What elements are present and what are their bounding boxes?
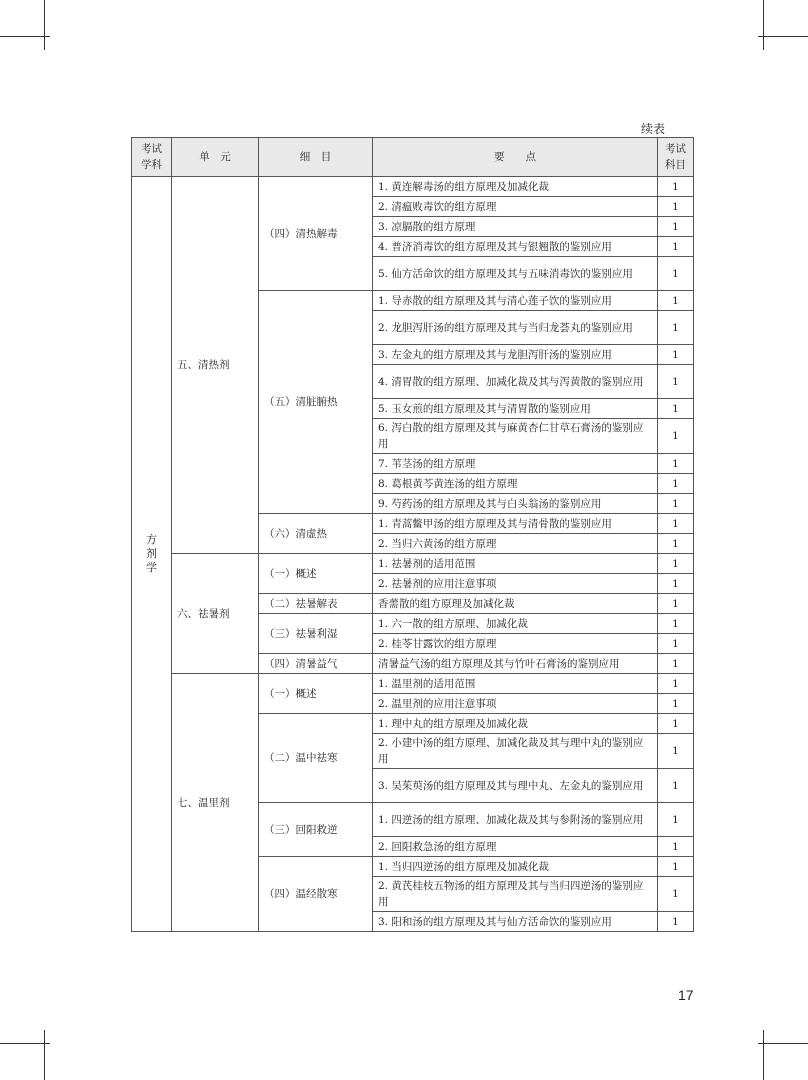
- table-row: [132, 177, 694, 197]
- score-cell: 1: [658, 857, 694, 877]
- score-cell: 1: [658, 594, 694, 614]
- score-cell: 1: [658, 454, 694, 474]
- subject-cell: [132, 177, 172, 932]
- score-cell: 1: [658, 345, 694, 365]
- score-cell: 1: [658, 912, 694, 932]
- score-cell: 1: [658, 177, 694, 197]
- point-cell: 2. 回阳救急汤的组方原理: [373, 837, 658, 857]
- score-cell: 1: [658, 877, 694, 912]
- point-cell: 1. 黄连解毒汤的组方原理及加减化裁: [373, 177, 658, 197]
- header-cell: 细 目: [259, 138, 373, 177]
- score-cell: 1: [658, 694, 694, 714]
- point-cell: 3. 左金丸的组方原理及其与龙胆泻肝汤的鉴别应用: [373, 345, 658, 365]
- unit-cell: 六、祛暑剂: [172, 554, 259, 674]
- continued-label: 续表: [641, 122, 666, 136]
- point-cell: 1. 四逆汤的组方原理、加减化裁及其与参附汤的鉴别应用: [373, 803, 658, 837]
- item-cell: （四）温经散寒: [259, 857, 373, 932]
- score-cell: 1: [658, 474, 694, 494]
- item-cell: （三）祛暑利湿: [259, 614, 373, 654]
- score-cell: 1: [658, 365, 694, 399]
- unit-cell: 七、温里剂: [172, 674, 259, 932]
- crop-mark: [0, 1043, 50, 1044]
- crop-mark: [758, 1043, 808, 1044]
- syllabus-table: [131, 137, 694, 932]
- point-cell: 1. 当归四逆汤的组方原理及加减化裁: [373, 857, 658, 877]
- point-cell: 2. 温里剂的应用注意事项: [373, 694, 658, 714]
- score-cell: 1: [658, 803, 694, 837]
- score-cell: 1: [658, 769, 694, 803]
- score-cell: 1: [658, 257, 694, 291]
- point-cell: 2. 当归六黄汤的组方原理: [373, 534, 658, 554]
- point-cell: 2. 桂苓甘露饮的组方原理: [373, 634, 658, 654]
- score-cell: 1: [658, 574, 694, 594]
- score-cell: 1: [658, 419, 694, 454]
- score-cell: 1: [658, 837, 694, 857]
- subject-label: 方剂学: [146, 532, 157, 574]
- score-cell: 1: [658, 534, 694, 554]
- table-row: [132, 674, 694, 694]
- point-cell: 4. 清胃散的组方原理、加减化裁及其与泻黄散的鉴别应用: [373, 365, 658, 399]
- score-cell: 1: [658, 291, 694, 311]
- point-cell: 2. 清瘟败毒饮的组方原理: [373, 197, 658, 217]
- header-cell: 单 元: [172, 138, 259, 177]
- score-cell: 1: [658, 634, 694, 654]
- point-cell: 清暑益气汤的组方原理及其与竹叶石膏汤的鉴别应用: [373, 654, 658, 674]
- point-cell: 1. 导赤散的组方原理及其与清心莲子饮的鉴别应用: [373, 291, 658, 311]
- crop-mark: [44, 1030, 45, 1080]
- unit-cell: 五、清热剂: [172, 177, 259, 554]
- crop-mark: [763, 0, 764, 50]
- score-cell: 1: [658, 217, 694, 237]
- score-cell: 1: [658, 734, 694, 769]
- table-body: [132, 177, 694, 932]
- score-cell: 1: [658, 494, 694, 514]
- point-cell: 7. 苇茎汤的组方原理: [373, 454, 658, 474]
- point-cell: 5. 仙方活命饮的组方原理及其与五味消毒饮的鉴别应用: [373, 257, 658, 291]
- score-cell: 1: [658, 197, 694, 217]
- crop-mark: [763, 1030, 764, 1080]
- point-cell: 1. 青蒿鳖甲汤的组方原理及其与清骨散的鉴别应用: [373, 514, 658, 534]
- point-cell: 1. 六一散的组方原理、加减化裁: [373, 614, 658, 634]
- point-cell: 2. 龙胆泻肝汤的组方原理及其与当归龙荟丸的鉴别应用: [373, 311, 658, 345]
- item-cell: （二）祛暑解表: [259, 594, 373, 614]
- point-cell: 香薷散的组方原理及加减化裁: [373, 594, 658, 614]
- score-cell: 1: [658, 399, 694, 419]
- point-cell: 1. 祛暑剂的适用范围: [373, 554, 658, 574]
- item-cell: （一）概述: [259, 554, 373, 594]
- item-cell: （一）概述: [259, 674, 373, 714]
- point-cell: 2. 黄芪桂枝五物汤的组方原理及其与当归四逆汤的鉴别应用: [373, 877, 658, 912]
- point-cell: 3. 凉膈散的组方原理: [373, 217, 658, 237]
- score-cell: 1: [658, 674, 694, 694]
- item-cell: （四）清热解毒: [259, 177, 373, 291]
- item-cell: （六）清虚热: [259, 514, 373, 554]
- score-cell: 1: [658, 514, 694, 534]
- crop-mark: [44, 0, 45, 50]
- score-cell: 1: [658, 311, 694, 345]
- item-cell: （五）清脏腑热: [259, 291, 373, 514]
- point-cell: 2. 小建中汤的组方原理、加减化裁及其与理中丸的鉴别应用: [373, 734, 658, 769]
- header-cell: 考试 科目: [658, 138, 694, 177]
- item-cell: （四）清暑益气: [259, 654, 373, 674]
- point-cell: 4. 普济消毒饮的组方原理及其与银翘散的鉴别应用: [373, 237, 658, 257]
- point-cell: 1. 理中丸的组方原理及加减化裁: [373, 714, 658, 734]
- score-cell: 1: [658, 237, 694, 257]
- point-cell: 3. 吴茱萸汤的组方原理及其与理中丸、左金丸的鉴别应用: [373, 769, 658, 803]
- header-cell: 要 点: [373, 138, 658, 177]
- table-row: [132, 554, 694, 574]
- point-cell: 3. 阳和汤的组方原理及其与仙方活命饮的鉴别应用: [373, 912, 658, 932]
- page-number: 17: [678, 987, 694, 1003]
- score-cell: 1: [658, 614, 694, 634]
- header-row: [132, 138, 694, 177]
- crop-mark: [0, 36, 50, 37]
- point-cell: 9. 芍药汤的组方原理及其与白头翁汤的鉴别应用: [373, 494, 658, 514]
- item-cell: （三）回阳救逆: [259, 803, 373, 857]
- point-cell: 8. 葛根黄芩黄连汤的组方原理: [373, 474, 658, 494]
- point-cell: 1. 温里剂的适用范围: [373, 674, 658, 694]
- point-cell: 6. 泻白散的组方原理及其与麻黄杏仁甘草石膏汤的鉴别应用: [373, 419, 658, 454]
- score-cell: 1: [658, 554, 694, 574]
- score-cell: 1: [658, 654, 694, 674]
- point-cell: 5. 玉女煎的组方原理及其与清胃散的鉴别应用: [373, 399, 658, 419]
- score-cell: 1: [658, 714, 694, 734]
- point-cell: 2. 祛暑剂的应用注意事项: [373, 574, 658, 594]
- crop-mark: [758, 36, 808, 37]
- item-cell: （二）温中祛寒: [259, 714, 373, 803]
- header-cell: 考试 学科: [132, 138, 172, 177]
